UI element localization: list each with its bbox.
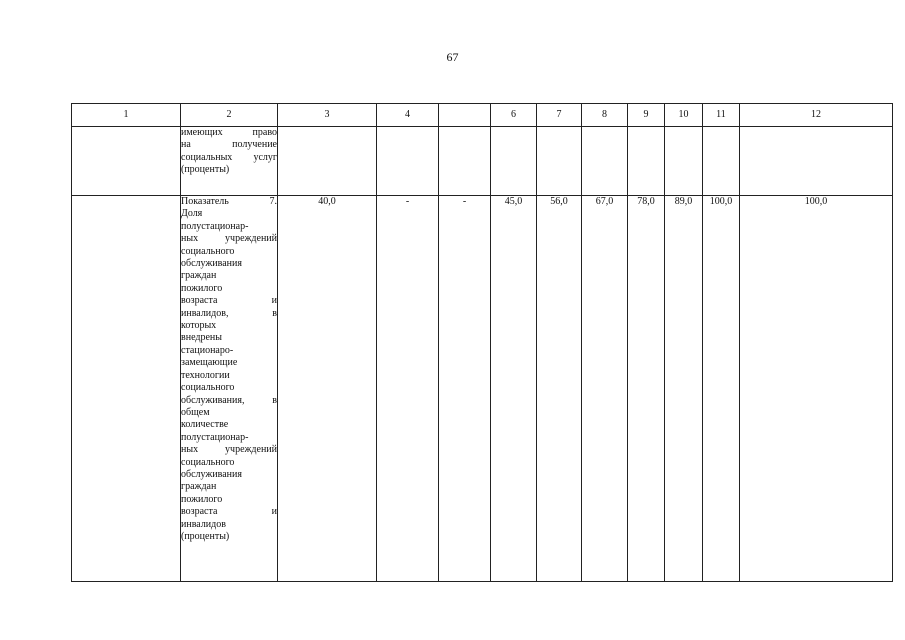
header-cell <box>439 104 491 127</box>
table-cell <box>703 127 740 196</box>
description-line: технологии <box>181 369 230 381</box>
description-line: пожилого <box>181 282 223 294</box>
description-line: возраста и <box>181 506 277 518</box>
header-cell: 1 <box>72 104 181 127</box>
table-cell <box>439 127 491 196</box>
table-cell <box>582 127 628 196</box>
indicator-table <box>71 103 893 582</box>
description-line: которых <box>181 320 217 332</box>
description-line: полустационар- <box>181 220 249 232</box>
value-cell: 56,0 <box>537 196 582 582</box>
value-cell: 40,0 <box>278 196 377 582</box>
description-line: замещающие <box>181 357 238 369</box>
header-cell: 2 <box>181 104 278 127</box>
table-cell <box>537 127 582 196</box>
description-line: инвалидов, в <box>181 307 277 319</box>
header-row <box>72 104 893 127</box>
table-row <box>72 127 893 196</box>
description-line: ных учреждений <box>181 444 277 456</box>
description-line: (проценты) <box>181 530 230 542</box>
description-line: (проценты) <box>181 164 230 176</box>
header-cell: 7 <box>537 104 582 127</box>
description-line: граждан <box>181 270 217 282</box>
value-cell: 100,0 <box>740 196 893 582</box>
header-cell: 9 <box>628 104 665 127</box>
description-line: возраста и <box>181 295 277 307</box>
description-line: ных учреждений <box>181 233 277 245</box>
description-line: социального <box>181 456 235 468</box>
table-cell <box>628 127 665 196</box>
description-line: на получение <box>181 139 277 151</box>
page-number: 67 <box>446 50 459 64</box>
description-line: Показатель 7. <box>181 196 277 207</box>
description-line: социального <box>181 382 235 394</box>
header-cell: 10 <box>665 104 703 127</box>
value-cell: - <box>439 196 491 582</box>
description-line: стационаро- <box>181 344 234 356</box>
table-cell <box>377 127 439 196</box>
header-cell: 3 <box>278 104 377 127</box>
header-cell: 12 <box>740 104 893 127</box>
table-cell <box>740 127 893 196</box>
indicator-description <box>181 127 278 196</box>
description-line: обслуживания, в <box>181 394 277 406</box>
description-line: общем <box>181 406 210 418</box>
description-line: Доля <box>181 208 203 220</box>
description-line: инвалидов <box>181 518 226 530</box>
indicator-description <box>181 196 278 582</box>
value-cell: 89,0 <box>665 196 703 582</box>
description-line: граждан <box>181 481 217 493</box>
header-cell: 4 <box>377 104 439 127</box>
value-cell: 100,0 <box>703 196 740 582</box>
table-cell <box>72 196 181 582</box>
header-cell: 8 <box>582 104 628 127</box>
description-line: социального <box>181 245 235 257</box>
description-line: пожилого <box>181 493 223 505</box>
table-cell <box>665 127 703 196</box>
table-cell <box>72 127 181 196</box>
value-cell: 67,0 <box>582 196 628 582</box>
description-line: социальных услуг <box>181 151 277 163</box>
description-line: имеющих право <box>181 127 277 138</box>
description-line: внедрены <box>181 332 222 344</box>
description-line: полустационар- <box>181 431 249 443</box>
description-line: количестве <box>181 419 229 431</box>
table-cell <box>278 127 377 196</box>
table-row <box>72 196 893 582</box>
table-cell <box>491 127 537 196</box>
header-cell: 11 <box>703 104 740 127</box>
description-line: обслуживания <box>181 258 242 270</box>
description-line: обслуживания <box>181 468 242 480</box>
value-cell: 78,0 <box>628 196 665 582</box>
header-cell: 6 <box>491 104 537 127</box>
value-cell: 45,0 <box>491 196 537 582</box>
value-cell: - <box>377 196 439 582</box>
